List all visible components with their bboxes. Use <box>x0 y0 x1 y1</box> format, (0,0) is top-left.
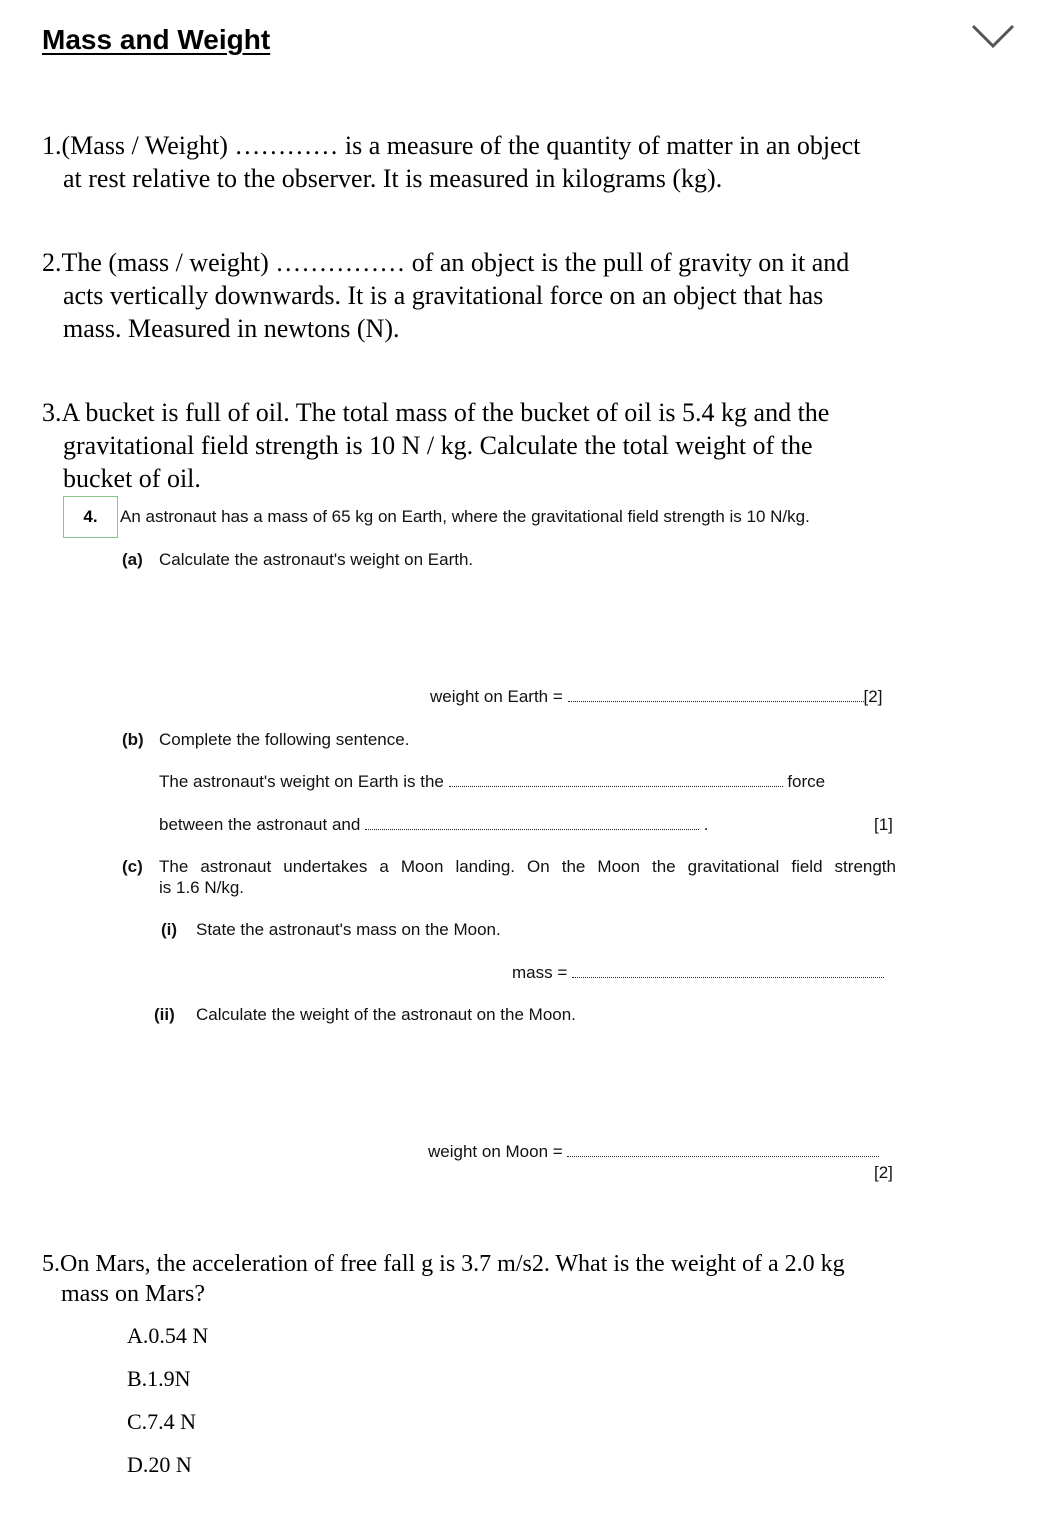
part-c-text-line-2: is 1.6 N/kg. <box>159 878 245 897</box>
part-b-blank-1[interactable] <box>449 785 783 787</box>
part-c-text-line-1: The astronaut undertakes a Moon landing. On the Moon the gravitational field strength <box>159 857 896 876</box>
question-1-line-2: at rest relative to the observer. It is measured in kilograms (kg). <box>63 164 723 193</box>
option-a[interactable]: A.0.54 N <box>127 1323 209 1348</box>
question-5-line-2: mass on Mars? <box>61 1281 205 1307</box>
part-b-sentence-line-1 <box>159 772 825 792</box>
part-b-blank-2[interactable] <box>365 828 699 830</box>
question-2 <box>42 246 942 345</box>
option-d[interactable]: D.20 N <box>127 1452 192 1477</box>
part-b-text: Complete the following sentence. <box>159 730 410 749</box>
answer-weight-moon-blank[interactable] <box>567 1155 879 1157</box>
page-title: Mass and Weight <box>42 24 271 55</box>
part-a-label: (a) <box>122 550 143 569</box>
answer-weight-moon <box>428 1142 879 1162</box>
question-3-line-3: bucket of oil. <box>63 464 201 493</box>
question-1-line-1: 1.(Mass / Weight) ………… is a measure of the quantity of matter in an object <box>42 131 861 160</box>
question-3 <box>42 396 942 495</box>
answer-mass-moon-blank[interactable] <box>572 976 884 978</box>
part-b-label: (b) <box>122 730 144 749</box>
part-c-i-text: State the astronaut's mass on the Moon. <box>196 920 501 939</box>
question-2-line-1: 2.The (mass / weight) …………… of an object is the pull of gravity on it and <box>42 248 850 277</box>
part-b-sentence-line-2 <box>159 815 709 835</box>
question-5 <box>42 1249 942 1309</box>
question-2-line-3: mass. Measured in newtons (N). <box>63 314 400 343</box>
answer-mass-moon <box>512 963 884 983</box>
question-4-number-box: 4. <box>63 496 118 538</box>
answer-weight-earth-label: weight on Earth = <box>430 687 563 706</box>
question-4-stem: An astronaut has a mass of 65 kg on Earth, where the gravitational field strength is 10 N/kg. <box>120 507 810 526</box>
part-c-label: (c) <box>122 857 143 876</box>
answer-weight-moon-label: weight on Moon = <box>428 1142 563 1161</box>
part-b-line-2-end: . <box>703 815 709 834</box>
option-b[interactable]: B.1.9N <box>127 1366 191 1391</box>
option-c[interactable]: C.7.4 N <box>127 1409 197 1434</box>
part-b-line-1-end: force <box>787 772 826 791</box>
part-b-line-1-start: The astronaut's weight on Earth is the <box>159 772 444 791</box>
part-a-marks: [2] <box>863 687 883 706</box>
question-1 <box>42 129 942 195</box>
part-a-text: Calculate the astronaut's weight on Earth. <box>159 550 474 569</box>
answer-weight-earth <box>430 687 882 707</box>
answer-weight-earth-blank[interactable] <box>568 700 864 702</box>
part-b-line-2-start: between the astronaut and <box>159 815 361 834</box>
part-c-ii-text: Calculate the weight of the astronaut on the Moon. <box>196 1005 576 1024</box>
chevron-down-icon[interactable] <box>970 22 1016 50</box>
question-5-line-1: 5.On Mars, the acceleration of free fall g is 3.7 m/s2. What is the weight of a 2.0 kg <box>42 1251 845 1277</box>
question-3-line-1: 3.A bucket is full of oil. The total mass of the bucket of oil is 5.4 kg and the <box>42 398 830 427</box>
answer-mass-moon-label: mass = <box>512 963 568 982</box>
question-2-line-2: acts vertically downwards. It is a gravitational force on an object that has <box>63 281 824 310</box>
part-c-ii-label: (ii) <box>154 1005 175 1024</box>
part-c-ii-marks: [2] <box>874 1163 893 1182</box>
part-b-marks: [1] <box>874 815 893 834</box>
question-3-line-2: gravitational field strength is 10 N / kg. Calculate the total weight of the <box>63 431 813 460</box>
part-c-i-label: (i) <box>161 920 178 939</box>
